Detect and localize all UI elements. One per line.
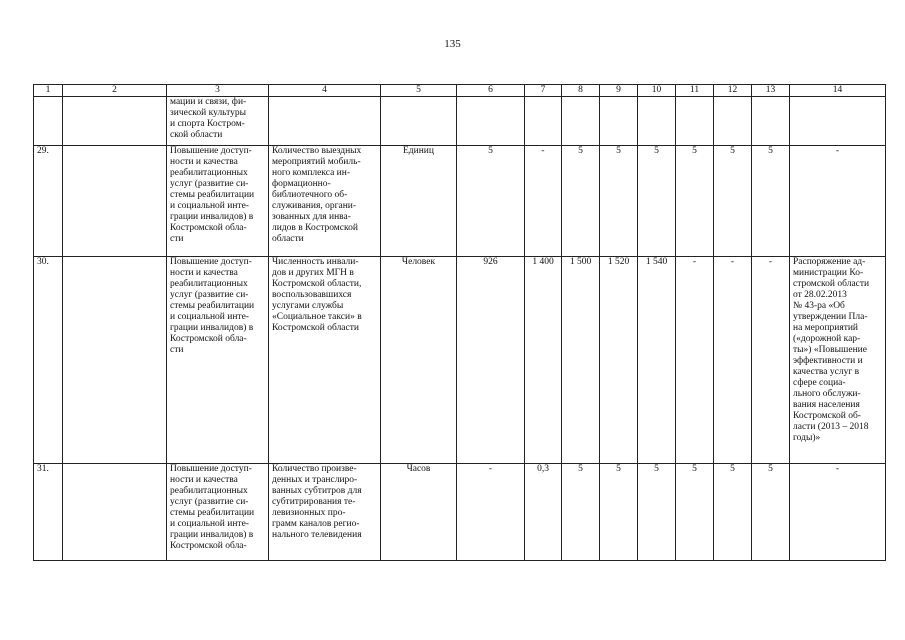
value-cell: 5	[752, 464, 790, 561]
value-cell: 1 540	[638, 257, 676, 464]
value-cell: 5	[562, 146, 600, 257]
value-cell: -	[752, 257, 790, 464]
header-cell: 10	[638, 85, 676, 97]
header-cell: 2	[63, 85, 167, 97]
value-cell: 5	[600, 464, 638, 561]
value-cell: 926	[457, 257, 525, 464]
row-number	[34, 97, 63, 146]
row-number: 29.	[34, 146, 63, 257]
header-row	[34, 85, 886, 97]
unit-cell	[381, 97, 457, 146]
header-cell: 8	[562, 85, 600, 97]
measure-cell: Повышение доступ- ности и качества реабилитационных услуг (развитие си- стемы реабилитации и социальной инте- грации инвалидов) в Костромской обла-	[167, 464, 269, 561]
value-cell: -	[676, 257, 714, 464]
source-cell: Распоряжение ад- министрации Ко- стромской области от 28.02.2013 № 43-ра «Об утверждении Пла- на мероприятий («дорожной кар- ты») «Повышение эффективности и качества услуг в сфере социа- льного обслужи- вания населения Костромской об- ласти (2013 – 2018 годы)»	[790, 257, 886, 464]
value-cell: 1 400	[525, 257, 562, 464]
header-cell: 7	[525, 85, 562, 97]
header-cell: 14	[790, 85, 886, 97]
indicators-table	[33, 84, 886, 561]
table-row	[34, 146, 886, 257]
indicator-cell: Численность инвали- дов и других МГН в Костромской области, воспользовавшихся услугами службы «Социальное такси» в Костромской области	[269, 257, 381, 464]
unit-cell: Человек	[381, 257, 457, 464]
value-cell: 5	[714, 464, 752, 561]
value-cell: 5	[600, 146, 638, 257]
page-number: 135	[444, 38, 461, 50]
table-row	[34, 97, 886, 146]
header-cell: 13	[752, 85, 790, 97]
header-cell: 11	[676, 85, 714, 97]
value-cell: 5	[676, 464, 714, 561]
header-cell: 4	[269, 85, 381, 97]
value-cell: 0,3	[525, 464, 562, 561]
value-cell: 5	[638, 464, 676, 561]
row-number: 30.	[34, 257, 63, 464]
indicator-cell: Количество произве- денных и транслиро- ванных субтитров для субтитрирования те- левизионных про- грамм каналов регио- нального телевидения	[269, 464, 381, 561]
value-cell: -	[525, 146, 562, 257]
value-cell: -	[714, 257, 752, 464]
unit-cell: Часов	[381, 464, 457, 561]
header-cell: 6	[457, 85, 525, 97]
value-cell	[714, 97, 752, 146]
col2-cell	[63, 97, 167, 146]
row-number: 31.	[34, 464, 63, 561]
source-cell: -	[790, 464, 886, 561]
measure-cell: мации и связи, фи- зической культуры и спорта Костром- ской области	[167, 97, 269, 146]
value-cell: 1 520	[600, 257, 638, 464]
table-row	[34, 464, 886, 561]
value-cell	[752, 97, 790, 146]
header-cell: 9	[600, 85, 638, 97]
table-row	[34, 257, 886, 464]
value-cell	[638, 97, 676, 146]
value-cell: 5	[638, 146, 676, 257]
col2-cell	[63, 146, 167, 257]
col2-cell	[63, 257, 167, 464]
value-cell: 5	[562, 464, 600, 561]
unit-cell: Единиц	[381, 146, 457, 257]
value-cell: 1 500	[562, 257, 600, 464]
source-cell: -	[790, 146, 886, 257]
indicator-cell	[269, 97, 381, 146]
header-cell: 3	[167, 85, 269, 97]
source-cell	[790, 97, 886, 146]
indicator-cell: Количество выездных мероприятий мобиль- ного комплекса ин- формационно- библиотечного об- служивания, органи- зованных для инва- лидов в Костромской области	[269, 146, 381, 257]
header-cell: 5	[381, 85, 457, 97]
col2-cell	[63, 464, 167, 561]
value-cell: 5	[457, 146, 525, 257]
value-cell: -	[457, 464, 525, 561]
value-cell: 5	[676, 146, 714, 257]
measure-cell: Повышение доступ- ности и качества реабилитационных услуг (развитие си- стемы реабилитации и социальной инте- грации инвалидов) в Костромской обла- сти	[167, 257, 269, 464]
value-cell	[525, 97, 562, 146]
value-cell: 5	[752, 146, 790, 257]
measure-cell: Повышение доступ- ности и качества реабилитационных услуг (развитие си- стемы реабилитации и социальной инте- грации инвалидов) в Костромской обла- сти	[167, 146, 269, 257]
header-cell: 12	[714, 85, 752, 97]
value-cell	[562, 97, 600, 146]
header-cell: 1	[34, 85, 63, 97]
value-cell: 5	[714, 146, 752, 257]
value-cell	[600, 97, 638, 146]
value-cell	[676, 97, 714, 146]
value-cell	[457, 97, 525, 146]
